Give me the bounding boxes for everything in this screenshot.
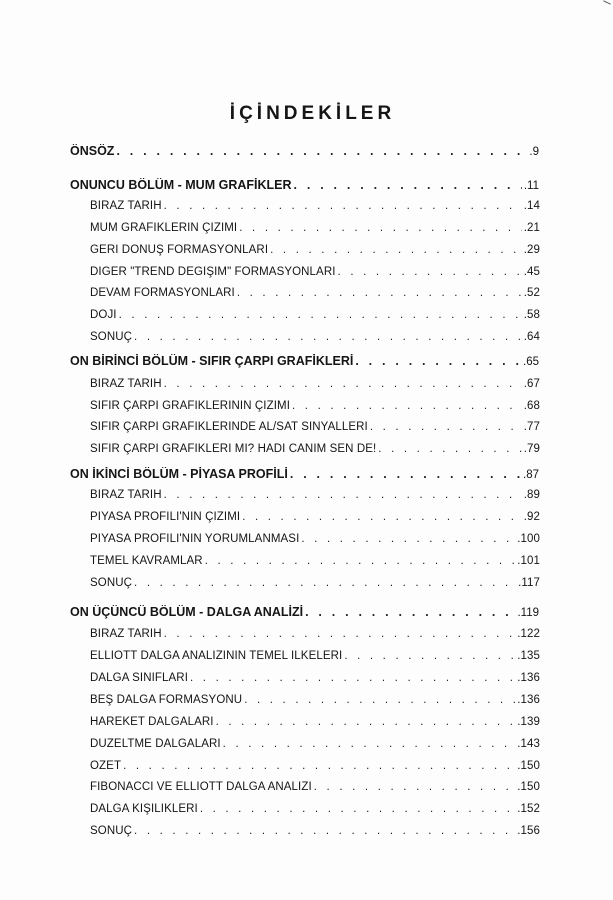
toc-section-entry [90, 309, 540, 327]
toc-entry-label: FIBONACCI VE ELLİOTT DALGA ANALİZİ [90, 781, 312, 793]
toc-entry-label: GERİ DÖNÜŞ FORMASYONLARI [90, 244, 269, 256]
toc-entry-label: PİYASA PROFİLİ'NİN ÇİZİMİ [90, 511, 241, 523]
toc-entry-label: MUM GRAFİKLERİN ÇİZİMİ [90, 222, 238, 234]
toc-entry-label: PİYASA PROFİLİ'NİN YORUMLANMASI [90, 533, 300, 545]
toc-entry-label: HAREKET DALGALARI [90, 716, 214, 728]
toc-entry-label: TEMEL KAVRAMLAR [90, 555, 203, 567]
toc-entry-page: .11 [523, 180, 539, 192]
dot-leader [378, 443, 521, 455]
toc-entry-label: DALGA KİŞİLİKLERİ [90, 803, 198, 815]
dot-leader [290, 467, 521, 481]
toc-entry-label: ON ÜÇÜNCÜ BÖLÜM - DALGA ANALİZİ [70, 605, 304, 619]
toc-entry-label: SIFIR ÇARPI GRAFİKLERİNİN ÇİZİMİ [90, 400, 290, 412]
dot-leader [164, 628, 516, 640]
toc-section-entry [90, 825, 540, 843]
toc-section-entry [90, 222, 540, 240]
dot-leader [355, 354, 521, 368]
toc-entry-page: .143 [517, 738, 540, 750]
toc-section-entry [90, 672, 540, 690]
toc-section-entry [90, 266, 540, 284]
toc-entry-page: .122 [517, 628, 540, 640]
dot-leader [134, 577, 516, 589]
toc-entry-page: .150 [517, 781, 540, 793]
dot-leader [314, 781, 515, 793]
toc-chapter-entry [70, 467, 539, 485]
toc-section-entry [90, 378, 540, 396]
toc-entry-page: .156 [517, 825, 540, 837]
toc-entry-label: SONUÇ [90, 825, 133, 837]
toc-entry-label: ÖZET [90, 760, 122, 772]
toc-entry-label: ONUNCU BÖLÜM - MUM GRAFİKLER [70, 178, 292, 192]
toc-section-entry [90, 781, 540, 799]
toc-section-entry [90, 760, 540, 778]
dot-leader [292, 400, 522, 412]
dot-leader [338, 266, 522, 278]
dot-leader [134, 331, 522, 343]
toc-entry-page: .117 [518, 577, 540, 589]
toc-entry-page: .135 [517, 650, 540, 662]
toc-entry-page: .52 [523, 287, 540, 299]
dot-leader [216, 716, 516, 728]
toc-entry-label: DİĞER "TREND DEĞİŞİM" FORMASYONLARI [90, 266, 336, 278]
toc-section-entry [90, 650, 540, 668]
dot-leader [123, 760, 515, 772]
toc-entry-label: DOJİ [90, 309, 117, 321]
toc-entry-label: SIFIR ÇARPI GRAFİKLERİ Mİ? HADİ CANIM SEN DE! [90, 443, 377, 455]
toc-entry-page: .89 [523, 489, 540, 501]
toc-entry-label: BİRAZ TARİH [90, 489, 162, 501]
dot-leader [270, 244, 522, 256]
toc-entry-page: .14 [523, 200, 540, 212]
dot-leader [239, 222, 521, 234]
toc-entry-label: BİRAZ TARİH [90, 200, 162, 212]
toc-entry-page: .92 [523, 511, 540, 523]
toc-entry-page: .64 [523, 331, 540, 343]
dot-leader [190, 672, 515, 684]
dot-leader [294, 178, 522, 192]
toc-entry-page: .77 [523, 421, 540, 433]
toc-entry-label: ÖNSÖZ [70, 144, 115, 158]
toc-section-entry [90, 803, 540, 821]
toc-section-entry [90, 694, 540, 712]
toc-section-entry [90, 421, 540, 439]
toc-entry-label: SONUÇ [90, 577, 133, 589]
toc-entry-page: .9 [529, 146, 539, 158]
toc-entry-page: .119 [517, 607, 539, 619]
toc-section-entry [90, 287, 540, 305]
toc-section-entry [90, 400, 540, 418]
toc-entry-page: .67 [523, 378, 540, 390]
toc-section-entry [90, 738, 540, 756]
dot-leader [242, 511, 522, 523]
toc-section-entry [90, 511, 540, 529]
toc-entry-page: .139 [517, 716, 540, 728]
toc-section-entry [90, 244, 540, 262]
toc-section-entry [90, 443, 540, 461]
toc-chapter-entry [70, 144, 539, 162]
toc-section-entry [90, 331, 540, 349]
dot-leader [116, 144, 527, 158]
toc-entry-label: BİRAZ TARİH [90, 628, 162, 640]
toc-entry-label: DALGA SINIFLARI [90, 672, 189, 684]
toc-entry-label: DÜZELTME DALGALARI [90, 738, 221, 750]
dot-leader [134, 825, 515, 837]
toc-entry-page: .29 [523, 244, 540, 256]
dot-leader [305, 605, 515, 619]
dot-leader [370, 421, 522, 433]
toc-section-entry [90, 555, 540, 573]
toc-section-entry [90, 533, 540, 551]
toc-entry-label: ON İKİNCİ BÖLÜM - PİYASA PROFİLİ [70, 467, 288, 481]
dot-leader [205, 555, 516, 567]
toc-section-entry [90, 489, 540, 507]
dot-leader [164, 489, 522, 501]
toc-entry-page: .68 [523, 400, 540, 412]
toc-entry-page: .65 [523, 356, 539, 368]
toc-entry-label: ELLİOTT DALGA ANALİZİNİN TEMEL İLKELERİ [90, 650, 343, 662]
toc-section-entry [90, 200, 540, 218]
toc-entry-label: BEŞ DALGA FORMASYONU [90, 694, 243, 706]
toc-chapter-entry [70, 605, 539, 623]
toc-entry-label: ON BİRİNCİ BÖLÜM - SIFIR ÇARPI GRAFİKLERİ [70, 354, 354, 368]
toc-entry-page: .101 [517, 555, 540, 567]
toc-chapter-entry [70, 178, 539, 196]
dot-leader [301, 533, 515, 545]
toc-entry-page: .58 [523, 309, 540, 321]
toc-entry-page: .100 [517, 533, 540, 545]
dot-leader [164, 200, 522, 212]
toc-section-entry [90, 628, 540, 646]
dot-leader [119, 309, 522, 321]
dot-leader [344, 650, 515, 662]
toc-section-entry [90, 716, 540, 734]
dot-leader [164, 378, 522, 390]
toc-entry-page: .136 [517, 672, 540, 684]
dot-leader [244, 694, 515, 706]
toc-entry-page: .87 [523, 469, 539, 481]
dot-leader [237, 287, 522, 299]
toc-entry-page: .150 [517, 760, 540, 772]
toc-entry-page: .79 [523, 443, 540, 455]
dot-leader [223, 738, 516, 750]
toc-entry-page: .45 [523, 266, 540, 278]
toc-entry-label: SIFIR ÇARPI GRAFİKLERİNDE AL/SAT SİNYALLERİ [90, 421, 368, 433]
toc-entry-label: BİRAZ TARİH [90, 378, 162, 390]
toc-entry-label: DEVAM FORMASYONLARI [90, 287, 235, 299]
toc-entry-page: .21 [523, 222, 540, 234]
toc-chapter-entry [70, 354, 539, 372]
dot-leader [200, 803, 515, 815]
toc-entry-page: .136 [517, 694, 540, 706]
page-title: İÇİNDEKİLER [229, 103, 396, 124]
toc-section-entry [90, 577, 540, 595]
toc-entry-label: SONUÇ [90, 331, 133, 343]
toc-entry-page: .152 [517, 803, 540, 815]
